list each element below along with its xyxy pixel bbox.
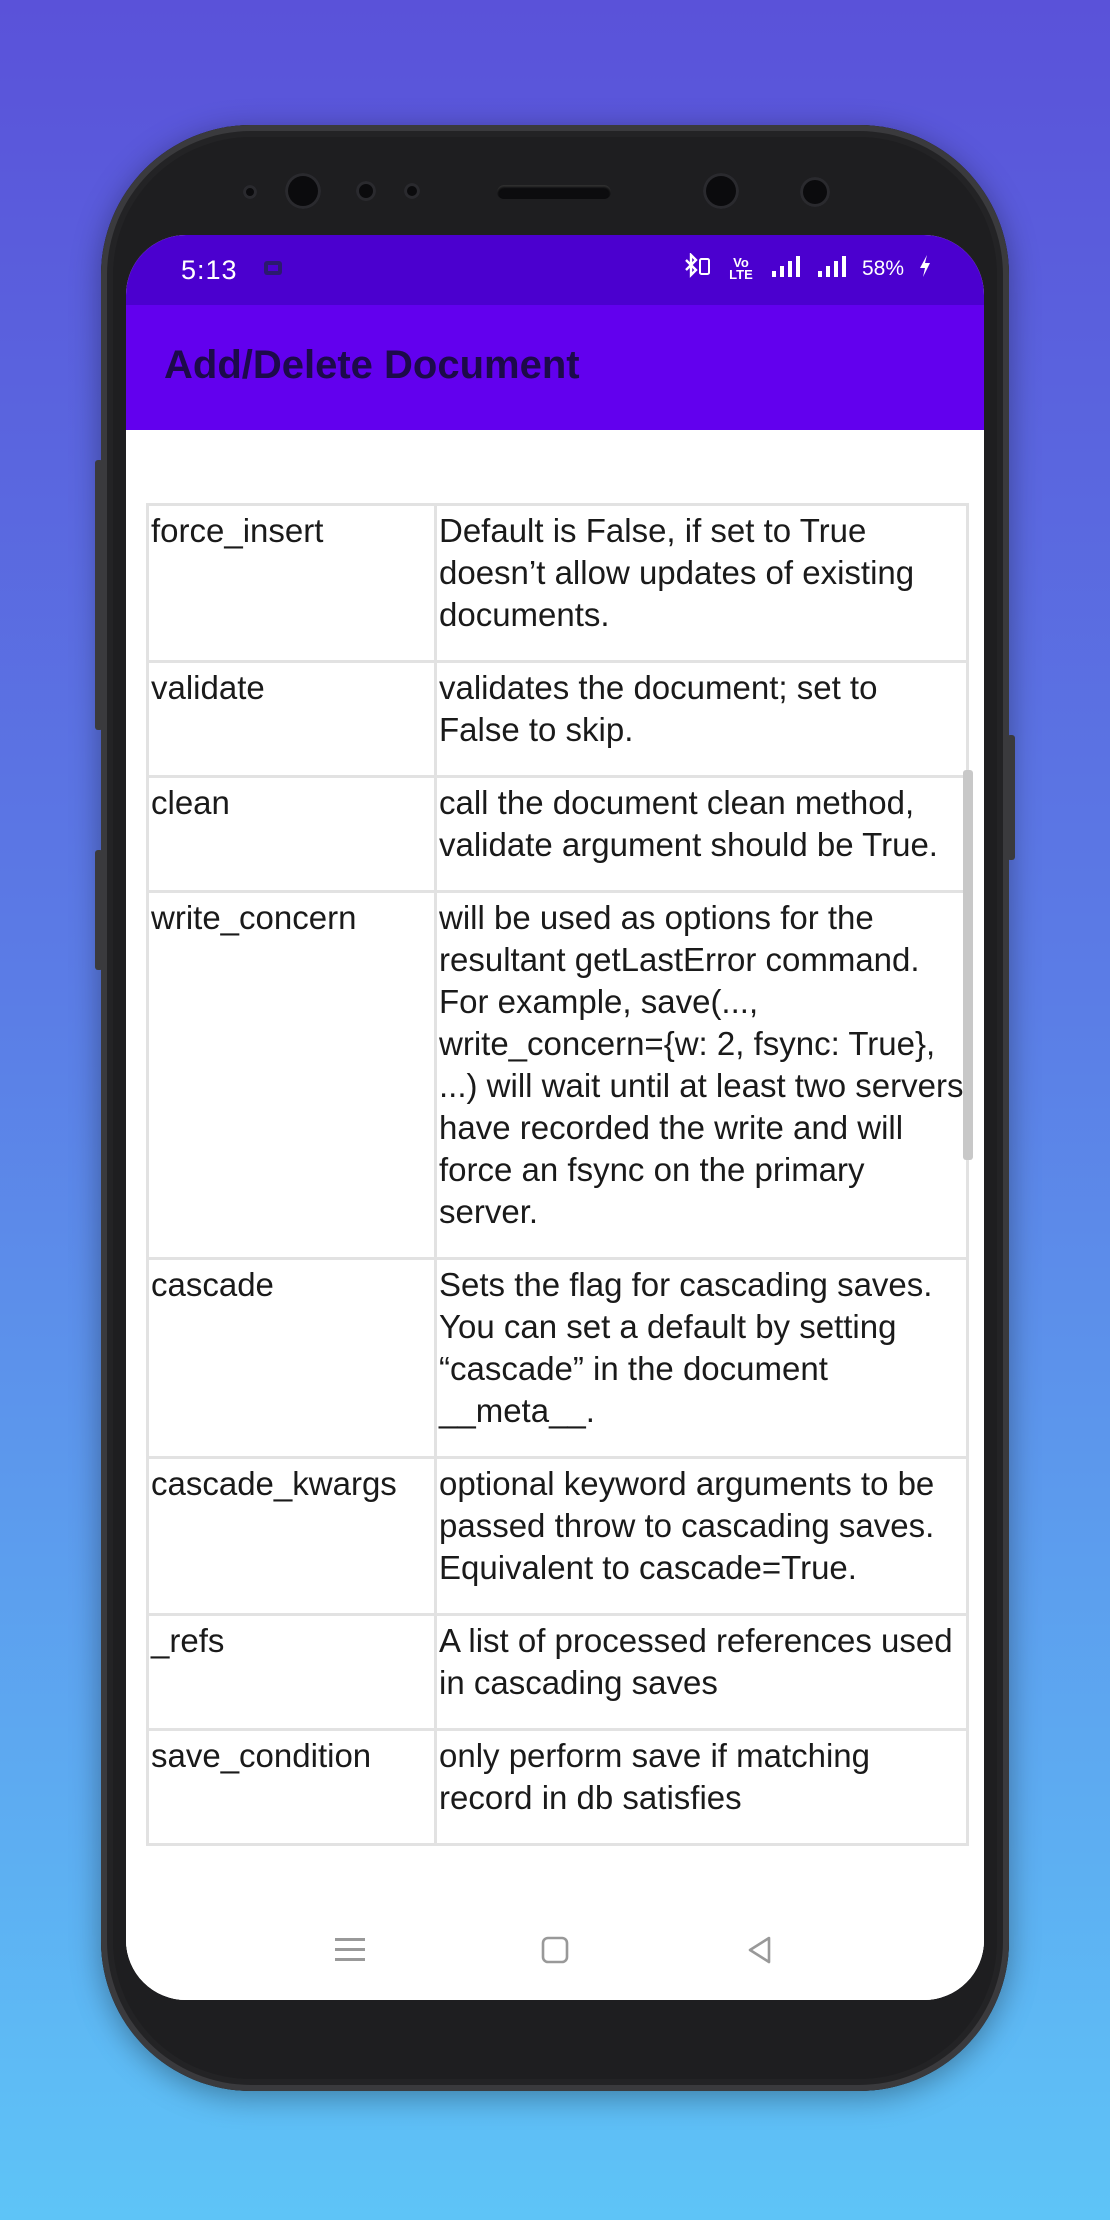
table-row (148, 505, 968, 662)
parameter-description-cell: validates the document; set to False to skip. (436, 662, 968, 777)
parameters-table (146, 503, 969, 1846)
front-camera (703, 173, 739, 209)
table-row (148, 662, 968, 777)
power-button (1007, 735, 1015, 860)
menu-icon (333, 1935, 367, 1970)
back-button[interactable] (730, 1905, 790, 2000)
parameter-description-cell: only perform save if matching record in db satisfies (436, 1730, 968, 1845)
table-row (148, 892, 968, 1259)
parameter-description-cell: Sets the flag for cascading saves. You can set a default by setting “cascade” in the document __meta__. (436, 1259, 968, 1458)
status-icons (682, 253, 932, 284)
home-button[interactable] (525, 1905, 585, 2000)
status-bar (126, 235, 984, 305)
parameter-name-cell: write_concern (148, 892, 436, 1259)
status-time: 5:13 (181, 255, 238, 285)
parameter-description-cell: will be used as options for the resultant getLastError command. For example, save(..., write_concern={w: 2, fsync: True}, ...) will wait until at least two servers have recorded the write and will force an fsync on the primary server. (436, 892, 968, 1259)
page-title: Add/Delete Document (164, 343, 580, 387)
volume-button (95, 460, 103, 730)
scrollbar[interactable] (963, 770, 973, 1160)
table-row (148, 1458, 968, 1615)
table-row (148, 1615, 968, 1730)
battery-percentage: 58% (861, 256, 904, 280)
home-icon (540, 1935, 570, 1970)
parameter-description-cell: A list of processed references used in cascading saves (436, 1615, 968, 1730)
parameter-name-cell: clean (148, 777, 436, 892)
app-bar (126, 305, 984, 430)
bluetooth-icon (682, 253, 712, 284)
parameter-name-cell: cascade (148, 1259, 436, 1458)
front-camera (285, 173, 321, 209)
parameter-name-cell: force_insert (148, 505, 436, 662)
earpiece-speaker (497, 185, 611, 199)
sensor-dot (243, 185, 257, 199)
battery-charging-icon (918, 254, 932, 283)
signal-icon (770, 253, 802, 284)
menu-button[interactable] (320, 1905, 380, 2000)
table-row (148, 1259, 968, 1458)
parameter-name-cell: save_condition (148, 1730, 436, 1845)
table-wrapper (126, 430, 984, 2000)
signal-icon (816, 253, 848, 284)
phone-screen (126, 235, 984, 2000)
volume-button (95, 850, 103, 970)
sensor-dot (356, 181, 376, 201)
parameter-name-cell: validate (148, 662, 436, 777)
volte-icon: Vo LTE (729, 254, 753, 282)
notification-icon (262, 257, 284, 279)
parameter-description-cell: optional keyword arguments to be passed throw to cascading saves. Equivalent to cascade=True. (436, 1458, 968, 1615)
parameter-description-cell: Default is False, if set to True doesn’t allow updates of existing documents. (436, 505, 968, 662)
navigation-bar (126, 1905, 984, 2000)
table-row (148, 1730, 968, 1845)
table-row (148, 777, 968, 892)
back-icon (745, 1935, 775, 1970)
parameter-description-cell: call the document clean method, validate argument should be True. (436, 777, 968, 892)
parameter-name-cell: cascade_kwargs (148, 1458, 436, 1615)
sensor-dot (800, 177, 830, 207)
sensor-dot (404, 183, 420, 199)
document-content[interactable] (126, 430, 984, 2000)
parameter-name-cell: _refs (148, 1615, 436, 1730)
